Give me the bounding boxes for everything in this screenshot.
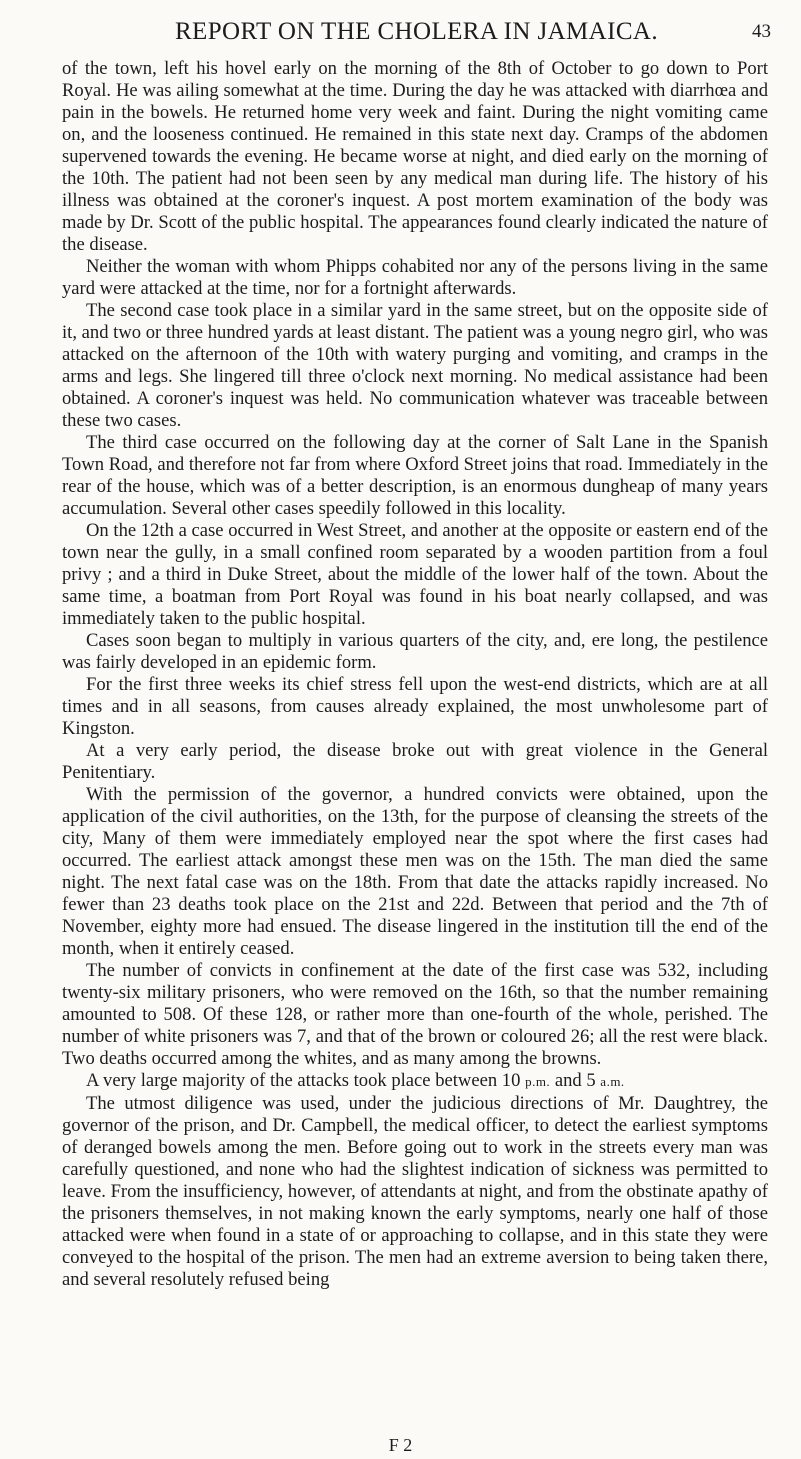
paragraph-10: The number of convicts in confinement at the date of the first case was 532, including twenty-six military prisoners, who were removed on the 16th, so that the number remaining amounted to 508. Of these 128, or rather more than one-fourth of the whole, perished. The number of white prisoners was 7, and that of the brown or coloured 26; all the rest were black. Two deaths occurred among the whites, and as many among the browns. [62, 960, 768, 1069]
paragraph-12: The utmost diligence was used, under the judicious directions of Mr. Daughtrey, the governor of the prison, and Dr. Campbell, the medical officer, to detect the earliest symptoms of deranged bowels among the men. Before going out to work in the streets every man was carefully questioned, and none who had the slightest indication of sickness was permitted to leave. From the insufficiency, however, of attendants at night, and from the obstinate apathy of the prisoners themselves, in not making known the early symptoms, nearly one half of those attacked were when found in a state of or approaching to collapse, and in this state they were conveyed to the hospital of the prison. The men had an extreme aversion to being taken there, and several resolutely refused being [62, 1093, 768, 1290]
body-text [62, 58, 768, 1291]
hours-pm: p.m. [525, 1074, 551, 1089]
paragraph-6: Cases soon began to multiply in various quarters of the city, and, ere long, the pestilence was fairly developed in an epidemic form. [62, 630, 768, 673]
page-number: 43 [752, 21, 771, 42]
paragraph-9: With the permission of the governor, a hundred convicts were obtained, upon the application of the civil authorities, on the 13th, for the purpose of cleansing the streets of the city, Many of them were immediately employed near the spot where the first cases had occurred. The earliest attack amongst these men was on the 15th. The man died the same night. The next fatal case was on the 18th. From that date the attacks rapidly increased. No fewer than 23 deaths took place on the 21st and 22d. Between that period and the 7th of November, eighty more had ensued. The disease lingered in the institution till the end of the month, when it entirely ceased. [62, 784, 768, 959]
paragraph-11 [62, 1070, 768, 1093]
paragraph-5: On the 12th a case occurred in West Street, and another at the opposite or eastern end of the town near the gully, in a small confined room separated by a wooden partition from a foul privy ; and a third in Duke Street, about the middle of the lower half of the town. About the same time, a boatman from Port Royal was found in his boat nearly collapsed, and was immediately taken to the public hospital. [62, 520, 768, 629]
paragraph-1: of the town, left his hovel early on the morning of the 8th of October to go down to Port Royal. He was ailing somewhat at the time. During the day he was attacked with diarrhœa and pain in the bowels. He returned home very week and faint. During the night vomiting came on, and the looseness continued. He remained in this state next day. Cramps of the abdomen supervened towards the evening. He became worse at night, and died early on the morning of the 10th. The patient had not been seen by any medical man during life. The history of his illness was obtained at the coroner's inquest. A post mortem examination of the body was made by Dr. Scott of the public hospital. The appearances found clearly indicated the nature of the disease. [62, 58, 768, 255]
running-title: REPORT ON THE CHOLERA IN JAMAICA. [174, 18, 659, 45]
paragraph-8: At a very early period, the disease broke out with great violence in the General Penitentiary. [62, 740, 768, 783]
paragraph-4: The third case occurred on the following day at the corner of Salt Lane in the Spanish Town Road, and therefore not far from where Oxford Street joins that road. Immediately in the rear of the house, which was of a better description, is an enormous dungheap of many years accumulation. Several other cases speedily followed in this locality. [62, 432, 768, 519]
paragraph-3: The second case took place in a similar yard in the same street, but on the opposite side of it, and two or three hundred yards at least distant. The patient was a young negro girl, who was attacked on the afternoon of the 10th with watery purging and vomiting, and cramps in the arms and legs. She lingered till three o'clock next morning. No medical assistance had been obtained. A coroner's inquest was held. No communication whatever was traceable between these two cases. [62, 300, 768, 431]
paragraph-7: For the first three weeks its chief stress fell upon the west-end districts, which are at all times and in all seasons, from causes already explained, the most unwholesome part of Kingston. [62, 674, 768, 739]
hours-text-before: A very large majority of the attacks took place between 10 [86, 1070, 521, 1091]
hours-text-middle: and 5 [554, 1070, 596, 1091]
hours-am: a.m. [600, 1074, 625, 1089]
paragraph-2: Neither the woman with whom Phipps cohabited nor any of the persons living in the same yard were attacked at the time, nor for a fortnight afterwards. [62, 256, 768, 299]
running-header [62, 14, 771, 50]
signature-mark: F 2 [388, 1435, 413, 1455]
